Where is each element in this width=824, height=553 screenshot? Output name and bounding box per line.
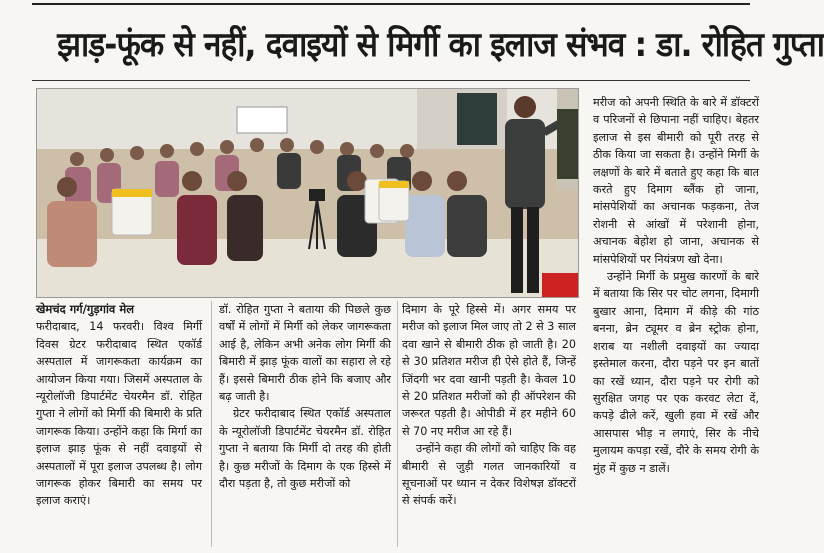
paragraph: ग्रेटर फरीदाबाद स्थित एकॉर्ड अस्पताल के न्यूरोलॉजी डिपार्टमेंट चेयरमैन डॉ. रोहित गुप्ता ने बताया कि मिर्गी दो तरह की होती है। कुछ मरीजों के दिमाग के एक हिस्से में दौरा पड़ता है, तो कुछ मरीजों को [219,407,391,491]
column-divider [397,301,398,547]
paragraph: उन्होंने कहा की लोगों को चाहिए कि वह बीमारी से जुड़ी गलत जानकारियों व सूचनाओं पर ध्यान न देकर विशेषज्ञ डॉक्टरों से संपर्क करें। [402,442,576,508]
paragraph: उन्होंने मिर्गी के प्रमुख कारणों के बारे में बताया कि सिर पर चोट लगना, दिमागी बुखार आना, दिमाग में कीड़े की गांठ बनना, ब्रेन ट्यूमर व ब्रेन स्ट्रोक होना, शराब या नशीली दवाइयों का ज्यादा इस्तेमाल करना, दौरा पड़ने पर इन बातों का रखें ध्यान, दौरा पड़ने पर रोगी को सुरक्षित जगह पर एक करवट लेटा दें, कपड़े ढीले करें, खुली हवा में रखें और आसपास भीड़ न लगाएं, सिर के नीचे मुलायम कपड़ा रखें, दौरे के समय रोगी के मुंह में कुछ न डालें। [593,270,759,475]
article-column-3 [402,301,576,510]
event-photo [36,88,579,298]
article-column-4 [593,94,759,477]
paragraph: मरीज को अपनी स्थिति के बारे में डॉक्टरों व परिजनों से छिपाना नहीं चाहिए। बेहतर इलाज से इस बीमारी को पूरी तरह से ठीक किया जा सकता है। उन्होंने मिर्गी के लक्षणों के बारे में बताते हुए कहा कि बात करते हुए दिमाग ब्लैंक हो जाना, मांसपेशियों का अचानक फड़कना, तेज रोशनी से आंखों में परेशानी होना, अचानक बेहोश हो जाना, अचानक से मांसपेशियों पर नियंत्रण खो देना। [593,96,759,266]
paragraph: दिमाग के पूरे हिस्से में। अगर समय पर मरीज को इलाज मिल जाए तो 2 से 3 साल दवा खाने से बीमारी ठीक हो जाती है। 20 से 30 प्रतिशत मरीज ही ऐसे होते हैं, जिन्हें जिंदगी भर दवा खानी पड़ती है। केवल 10 से 20 प्रतिशत मरीजों को ही ऑपरेशन की जरूरत पड़ती है। ओपीडी में हर महीने 60 से 70 नए मरीज आ रहे हैं। [402,303,576,438]
paragraph: फरीदाबाद, 14 फरवरी। विश्व मिर्गी दिवस ग्रेटर फरीदाबाद स्थित एकॉर्ड अस्पताल में जागरूकता कार्यक्रम का आयोजन किया गया। जिसमें अस्पताल के न्यूरोलॉजी डिपार्टमेंट चेयरमैन डॉ. रोहित गुप्ता ने लोगों को मिर्गी की बिमारी के प्रति जागरूक किया। उन्होंने कहा कि मिर्गा का इलाज झाड़ फूंक से नहीं दवाइयों से अस्पतालों में पूरा इलाज उपलब्ध है। लोग जागरूक होकर बिमारी का समय पर इलाज कराएं। [36,320,202,508]
headline-rule [32,80,750,81]
headline: झाड़-फूंक से नहीं, दवाइयों से मिर्गी का इलाज संभव : डा. रोहित गुप्ता [57,25,824,65]
top-rule [32,3,750,5]
event-audience-photo-icon [37,89,578,297]
paragraph: डॉ. रोहित गुप्ता ने बताया की पिछले कुछ वर्षों में लोगों में मिर्गी को लेकर जागरूकता आई है, लेकिन अभी अनेक लोग मिर्गी की बिमारी में झाड़ फूंक वालों का सहारा ले रहे हैं। इससे बिमारी ठीक होने कि बजाए और बढ़ जाती है। [219,303,391,404]
article-column-1 [36,301,202,510]
article-column-2 [219,301,391,492]
column-divider [211,301,212,547]
byline: खेमचंद गर्ग/गुड़गांव मेल [36,302,134,316]
